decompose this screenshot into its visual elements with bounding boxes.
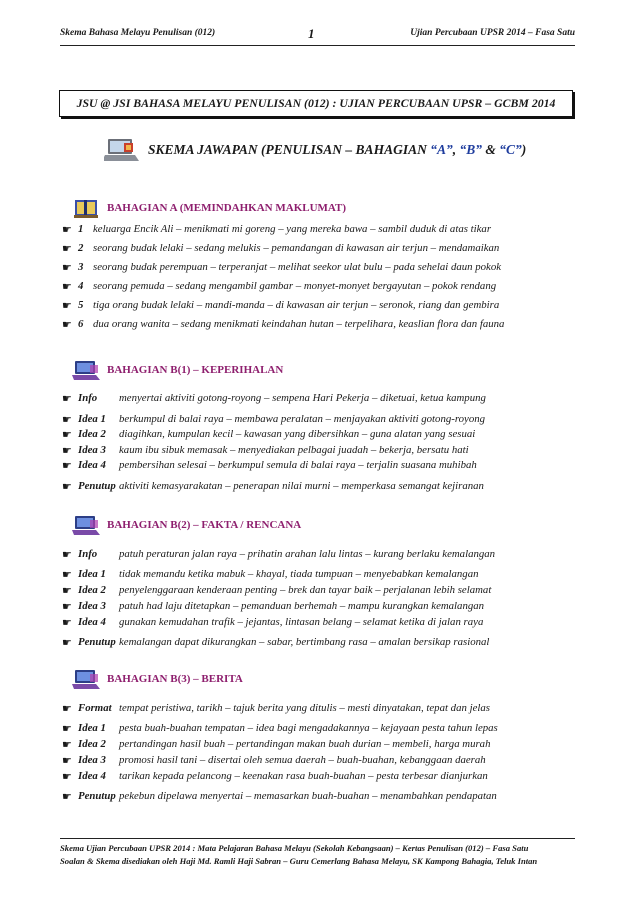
section-a-title: BAHAGIAN A (MEMINDAHKAN MAKLUMAT) (107, 202, 347, 214)
page-header (60, 28, 575, 42)
item-text: penyelenggaraan kenderaan penting – brek dan tayar baik – perjalanan lebih selamat (119, 584, 492, 596)
item-label: Penutup (78, 636, 116, 648)
section-b1-heading (60, 361, 580, 381)
pointing-hand-icon: ☛ (62, 299, 72, 312)
item-label: Penutup (78, 480, 116, 492)
pointing-hand-icon: ☛ (62, 738, 72, 751)
header-divider (60, 45, 575, 46)
page-title: SKEMA JAWAPAN (PENULISAN – BAHAGIAN “A”, “B” & “C”) (148, 142, 527, 157)
section-b3-title: BAHAGIAN B(3) – BERITA (107, 673, 243, 685)
section-b3 (60, 670, 580, 803)
item-text: tidak memandu ketika mabuk – khayal, tiada tumpuan – menyebabkan kemalangan (119, 568, 479, 580)
laptop-icon (104, 138, 140, 162)
item-text: gunakan kemudahan trafik – jejantas, lintasan belang – selamat ketika di jalan raya (119, 616, 484, 628)
item-text: keluarga Encik Ali – menikmati mi goreng – yang mereka bawa – sambil duduk di atas tikar (93, 223, 492, 235)
item-label: Idea 4 (78, 459, 106, 471)
pointing-hand-icon: ☛ (62, 754, 72, 767)
pointing-hand-icon: ☛ (62, 480, 72, 493)
pointing-hand-icon: ☛ (62, 790, 72, 803)
pointing-hand-icon: ☛ (62, 392, 72, 405)
pointing-hand-icon: ☛ (62, 722, 72, 735)
footer-line-2: Soalan & Skema disediakan oleh Haji Md. Ramli Haji Sabran – Guru Cemerlang Bahasa Melayu, SK Kampong Bahagia, Teluk Intan (60, 856, 538, 866)
item-text: diagihkan, kumpulan kecil – kawasan yang dibersihkan – guna alatan yang sesuai (119, 428, 476, 440)
section-b1-title: BAHAGIAN B(1) – KEPERIHALAN (107, 364, 284, 376)
pointing-hand-icon: ☛ (62, 616, 72, 629)
item-label: Idea 3 (78, 754, 106, 766)
section-b2 (60, 516, 580, 649)
pointing-hand-icon: ☛ (62, 413, 72, 426)
item-text: seorang budak lelaki – sedang melukis – pemandangan di kawasan air terjun – mendamaikan (93, 242, 500, 254)
item-label: Format (78, 702, 112, 714)
pointing-hand-icon: ☛ (62, 600, 72, 613)
item-label: Idea 3 (78, 444, 106, 456)
item-label: 3 (78, 261, 84, 273)
section-b2-heading (60, 516, 580, 536)
footer-line-1: Skema Ujian Percubaan UPSR 2014 : Mata Pelajaran Bahasa Melayu (Sekolah Kebangsaan) – Kertas Penulisan (012) – Fasa Satu (60, 843, 529, 853)
pointing-hand-icon: ☛ (62, 636, 72, 649)
item-text: patuh had laju ditetapkan – pemanduan berhemah – mampu kurangkan kemalangan (119, 600, 485, 612)
section-b3-heading (60, 670, 580, 690)
pointing-hand-icon: ☛ (62, 223, 72, 236)
item-label: Idea 4 (78, 770, 106, 782)
item-text: seorang budak perempuan – terperanjat – melihat seekor ulat bulu – pada sehelai daun pokok (93, 261, 502, 273)
item-label: Idea 2 (78, 428, 106, 440)
section-a-heading (60, 199, 580, 219)
book-icon (72, 197, 100, 219)
header-right-text: Ujian Percubaan UPSR 2014 – Fasa Satu (410, 28, 575, 38)
pointing-hand-icon: ☛ (62, 568, 72, 581)
section-b2-title: BAHAGIAN B(2) – FAKTA / RENCANA (107, 519, 302, 531)
pointing-hand-icon: ☛ (62, 242, 72, 255)
pointing-hand-icon: ☛ (62, 548, 72, 561)
item-text: berkumpul di balai raya – membawa peralatan – menjayakan aktiviti gotong-royong (119, 413, 486, 425)
item-label: 2 (78, 242, 84, 254)
pointing-hand-icon: ☛ (62, 428, 72, 441)
item-label: Idea 2 (78, 584, 106, 596)
pointing-hand-icon: ☛ (62, 280, 72, 293)
section-b1 (60, 361, 580, 493)
item-label: Info (78, 548, 98, 560)
item-text: pembersihan selesai – berkumpul semula di balai raya – terjalin suasana muhibah (119, 459, 477, 471)
item-label: Info (78, 392, 98, 404)
item-label: 6 (78, 318, 84, 330)
item-text: pekebun dipelawa menyertai – memasarkan buah-buahan – menambahkan pendapatan (119, 790, 497, 802)
item-text: menyertai aktiviti gotong-royong – sempena Hari Pekerja – diketuai, ketua kampung (119, 392, 486, 404)
page-title-row (104, 138, 564, 164)
banner-box (59, 90, 573, 117)
pointing-hand-icon: ☛ (62, 702, 72, 715)
item-text: kemalangan dapat dikurangkan – sabar, bertimbang rasa – amalan bersikap rasional (119, 636, 490, 648)
pointing-hand-icon: ☛ (62, 444, 72, 457)
page-footer (60, 842, 580, 868)
pointing-hand-icon: ☛ (62, 261, 72, 274)
item-label: Idea 1 (78, 722, 106, 734)
item-label: Idea 1 (78, 568, 106, 580)
pointing-hand-icon: ☛ (62, 770, 72, 783)
title-quote-c: “C” (499, 142, 522, 157)
item-text: pertandingan hasil buah – pertandingan makan buah durian – membeli, harga murah (119, 738, 491, 750)
pointing-hand-icon: ☛ (62, 318, 72, 331)
item-label: Idea 3 (78, 600, 106, 612)
page-number: 1 (308, 26, 315, 41)
item-label: Idea 1 (78, 413, 106, 425)
computer-icon (72, 668, 100, 690)
item-text: aktiviti kemasyarakatan – penerapan nilai murni – memperkasa semangat kejiranan (119, 480, 484, 492)
item-text: tiga orang budak lelaki – mandi-manda – di kawasan air terjun – seronok, riang dan gembira (93, 299, 500, 311)
computer-icon (72, 359, 100, 381)
pointing-hand-icon: ☛ (62, 584, 72, 597)
section-a (60, 199, 580, 331)
item-label: 1 (78, 223, 84, 235)
item-label: Penutup (78, 790, 116, 802)
title-quote-b: “B” (459, 142, 482, 157)
item-text: pesta buah-buahan tempatan – idea bagi mengadakannya – kejayaan pesta tahun lepas (119, 722, 498, 734)
computer-icon (72, 514, 100, 536)
item-text: promosi hasil tani – disertai oleh semua daerah – buah-buahan, kebanggaan daerah (119, 754, 486, 766)
title-quote-a: “A” (430, 142, 453, 157)
item-text: tempat peristiwa, tarikh – tajuk berita yang ditulis – mesti dinyatakan, tepat dan jelas (119, 702, 490, 714)
item-label: 4 (78, 280, 84, 292)
item-text: patuh peraturan jalan raya – prihatin arahan lalu lintas – kurang berlaku kemalangan (119, 548, 496, 560)
item-label: Idea 4 (78, 616, 106, 628)
banner-text: JSU @ JSI BAHASA MELAYU PENULISAN (012) : UJIAN PERCUBAAN UPSR – GCBM 2014 (76, 96, 556, 110)
item-text: seorang pemuda – sedang mengambil gambar – monyet-monyet bergayutan – pokok rendang (93, 280, 497, 292)
footer-divider (60, 838, 575, 839)
item-label: Idea 2 (78, 738, 106, 750)
pointing-hand-icon: ☛ (62, 459, 72, 472)
header-left-text: Skema Bahasa Melayu Penulisan (012) (60, 28, 216, 38)
item-text: kaum ibu sibuk memasak – menyediakan pelbagai juadah – bekerja, bersatu hati (119, 444, 469, 456)
item-text: dua orang wanita – sedang menikmati keindahan hutan – terpelihara, keaslian flora dan fauna (93, 318, 505, 330)
item-label: 5 (78, 299, 84, 311)
item-text: tarikan kepada pelancong – keenakan rasa buah-buahan – pesta terbesar dianjurkan (119, 770, 488, 782)
